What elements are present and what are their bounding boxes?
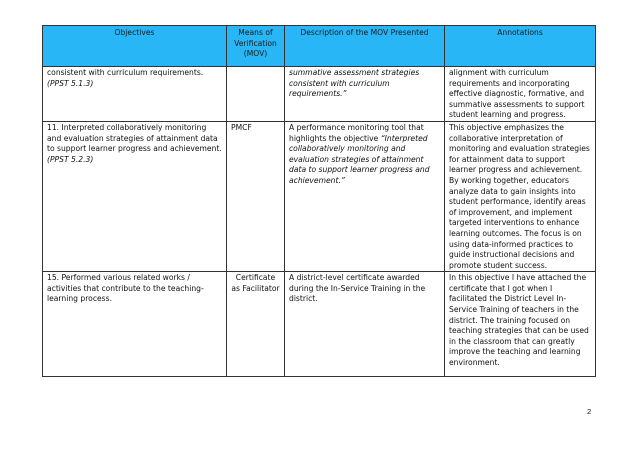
annotation-cell: In this objective I have attached the certificate that I got when I facilitated the District Level In-Service Training of teachers in the district. The training focused on teaching strategies that can be used in the classroom that can greatly improve the teaching and learning environment.	[445, 272, 596, 377]
table-row	[43, 121, 596, 271]
header-description: Description of the MOV Presented	[285, 26, 445, 67]
objective-cell	[43, 121, 227, 271]
objective-text: 15. Performed various related works / activities that contribute to the teaching-learning process.	[47, 273, 204, 304]
mov-cell: PMCF	[227, 121, 285, 271]
table-row	[43, 67, 596, 122]
mov-cell	[227, 67, 285, 122]
annotation-cell: alignment with curriculum requirements and incorporating effective diagnostic, formative, and summative assessments to support student learning and progress.	[445, 67, 596, 122]
mov-cell: Certificate as Facilitator	[227, 272, 285, 377]
objective-text: 11. Interpreted collaboratively monitoring and evaluation strategies of attainment data to support learner progress and achievement.	[47, 122, 222, 154]
objective-ref: (PPST 5.2.3)	[47, 154, 94, 164]
objective-ref: (PPST 5.1.3)	[47, 78, 94, 88]
description-plain: A district-level certificate awarded during the In-Service Training in the district.	[289, 273, 426, 304]
description-cell	[285, 67, 445, 122]
description-cell	[285, 121, 445, 271]
header-annotations: Annotations	[445, 26, 596, 67]
annotation-cell: This objective emphasizes the collaborative interpretation of monitoring and evaluation strategies for attainment data to support learner progress and achievement. By working together, educators analyze data to gain insights into student performance, identify areas of improvement, and implement targeted interventions to enhance learning outcomes. The focus is on using data-informed practices to guide instructional decisions and promote student success.	[445, 121, 596, 271]
description-italic: summative assessment strategies consistent with curriculum requirements.”	[289, 68, 420, 99]
table-header-row	[43, 26, 596, 67]
objective-text: consistent with curriculum requirements.	[47, 68, 204, 77]
description-cell	[285, 272, 445, 377]
table-row	[43, 272, 596, 377]
objective-cell	[43, 67, 227, 122]
objective-cell	[43, 272, 227, 377]
header-means-of-verification: Means of Verification (MOV)	[227, 26, 285, 67]
description-plain: A performance monitoring tool that highlights the objective	[289, 122, 424, 143]
mov-table	[42, 25, 596, 377]
description-italic: “Interpreted collaboratively monitoring and evaluation strategies of attainment data to support learner progress and achievement.”	[289, 133, 430, 185]
page-number: 2	[587, 407, 592, 416]
header-objectives: Objectives	[43, 26, 227, 67]
